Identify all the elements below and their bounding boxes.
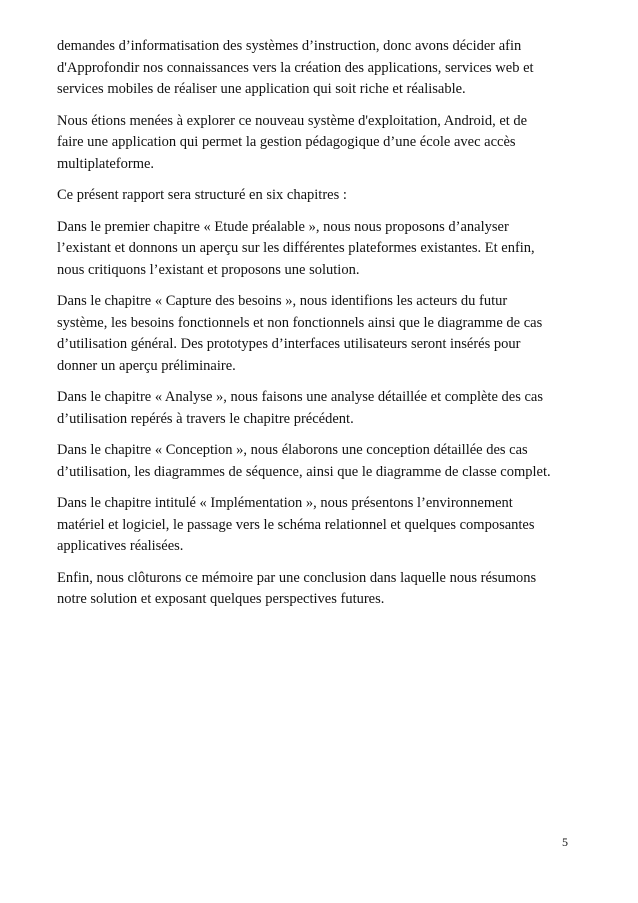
text-line: Dans le chapitre « Capture des besoins », nous identifions les acteurs du futur xyxy=(57,293,508,309)
text-line: d’utilisation, les diagrammes de séquence, ainsi que le diagramme de classe complet. xyxy=(57,463,551,480)
document-body xyxy=(57,36,587,621)
text-line: services mobiles de réaliser une application qui soit riche et réalisable. xyxy=(57,81,466,97)
paragraph xyxy=(57,217,587,282)
text-line: Dans le premier chapitre « Etude préalable », nous nous proposons d’analyser xyxy=(57,218,509,235)
text-line: nous critiquons l’existant et proposons une solution. xyxy=(57,261,360,278)
text-line: d’utilisation général. Des prototypes d’interfaces utilisateurs seront insérés pour xyxy=(57,336,521,352)
paragraph xyxy=(57,185,587,207)
text-line: multiplateforme. xyxy=(57,155,155,172)
paragraph xyxy=(57,291,587,377)
paragraph xyxy=(57,111,587,176)
text-line: Enfin, nous clôturons ce mémoire par une conclusion dans laquelle nous résumons xyxy=(57,569,537,586)
paragraph xyxy=(57,440,587,483)
text-line: Dans le chapitre « Analyse », nous faisons une analyse détaillée et complète des cas xyxy=(57,389,543,405)
paragraph xyxy=(57,387,587,430)
text-line: d’utilisation repérés à travers le chapitre précédent. xyxy=(57,410,354,427)
text-line: faire une application qui permet la gestion pédagogique d’une école avec accès xyxy=(57,134,516,150)
text-line: Dans le chapitre « Conception », nous élaborons une conception détaillée des cas xyxy=(57,442,528,458)
text-line: l’existant et donnons un aperçu sur les différentes plateformes existantes. Et enfin, xyxy=(57,240,535,256)
paragraph xyxy=(57,36,587,101)
text-line: notre solution et exposant quelques perspectives futures. xyxy=(57,591,385,607)
paragraph xyxy=(57,493,587,558)
page-number: 5 xyxy=(562,835,568,849)
text-line: d'Approfondir nos connaissances vers la création des applications, services web et xyxy=(57,59,534,76)
text-line: Ce présent rapport sera structuré en six chapitres : xyxy=(57,187,347,203)
text-line: système, les besoins fonctionnels et non fonctionnels ainsi que le diagramme de cas xyxy=(57,314,543,331)
text-line: matériel et logiciel, le passage vers le schéma relationnel et quelques composantes xyxy=(57,516,535,533)
text-line: donner un aperçu préliminaire. xyxy=(57,357,236,374)
paragraph xyxy=(57,568,587,611)
text-line: Dans le chapitre intitulé « Implémentation », nous présentons l’environnement xyxy=(57,495,513,511)
text-line: demandes d’informatisation des systèmes d’instruction, donc avons décider afin xyxy=(57,38,522,54)
text-line: Nous étions menées à explorer ce nouveau système d'exploitation, Android, et de xyxy=(57,112,528,129)
text-line: applicatives réalisées. xyxy=(57,538,184,554)
